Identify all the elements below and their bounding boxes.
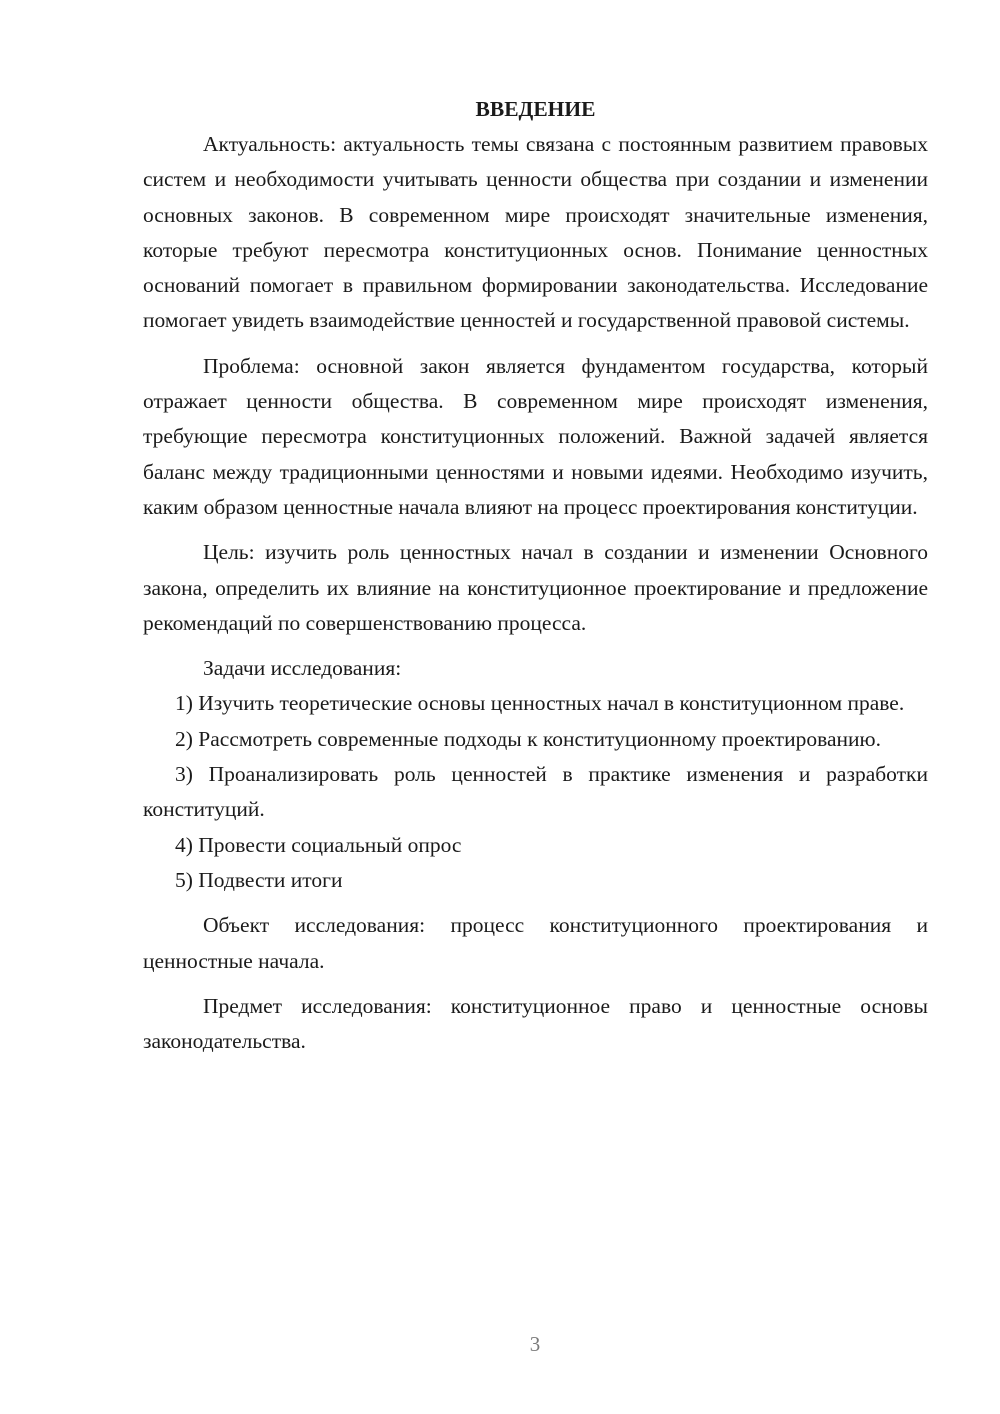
task-item-5: 5) Подвести итоги (175, 867, 343, 892)
tasks-heading: Задачи исследования: (203, 656, 402, 681)
paragraph-problem: Проблема: основной закон является фундаментом государства, который отражает ценности общества. В современном мире происходят изменения, требующие пересмотра конституционных положений. Важной задачей является баланс между традиционными ценностями и новыми идеями. Необходимо изучить, каким образом ценностные начала влияют на процесс проектирования конституции. (143, 353, 928, 519)
document-page (143, 92, 928, 1059)
task-item-1: 1) Изучить теоретические основы ценностных начал в конституционном праве. (175, 691, 905, 716)
paragraph-goal: Цель: изучить роль ценностных начал в создании и изменении Основного закона, определить их влияние на конституционное проектирование и предложение рекомендаций по совершенствованию процесса. (143, 540, 928, 635)
section-title: ВВЕДЕНИЕ (475, 97, 596, 121)
task-item-2: 2) Рассмотреть современные подходы к конституционному проектированию. (175, 726, 881, 751)
page-number: 3 (529, 1332, 541, 1356)
paragraph-object: Объект исследования: процесс конституционного проектирования и ценностные начала. (143, 913, 928, 973)
task-item-4: 4) Провести социальный опрос (175, 832, 462, 857)
paragraph-subject: Предмет исследования: конституционное право и ценностные основы законодательства. (143, 993, 928, 1054)
task-item-3: 3) Проанализировать роль ценностей в практике изменения и разработки конституций. (143, 762, 928, 822)
paragraph-relevance: Актуальность: актуальность темы связана с постоянным развитием правовых систем и необходимости учитывать ценности общества при создании и изменении основных законов. В современном мире происходят значительные изменения, которые требуют пересмотра конституционных основ. Понимание ценностных оснований помогает в правильном формировании законодательства. Исследование помогает увидеть взаимодействие ценностей и государственной правовой системы. (143, 132, 928, 333)
